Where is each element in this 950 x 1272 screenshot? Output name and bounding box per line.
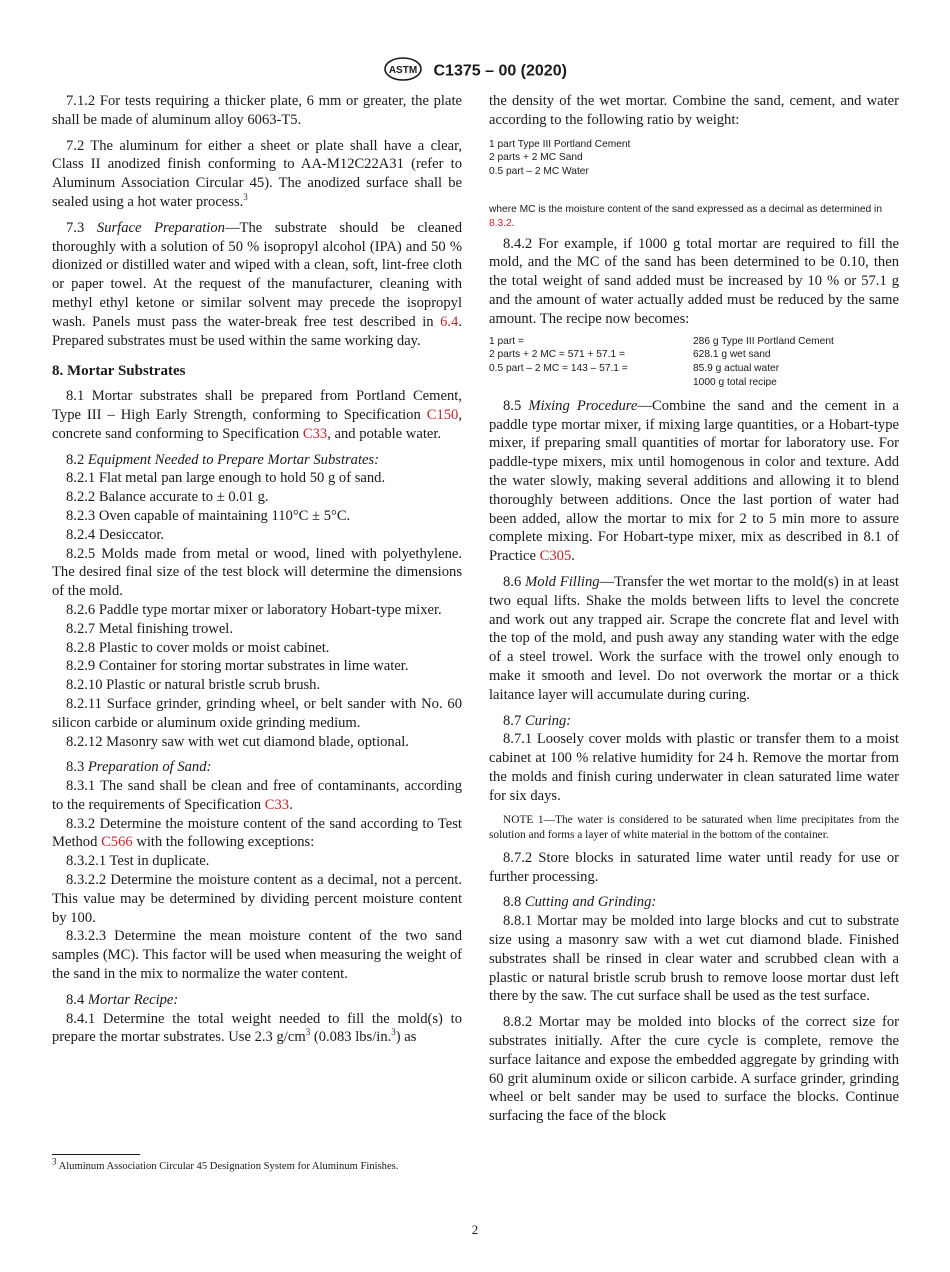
recipe-cell-left: 1 part =	[489, 335, 524, 347]
para-8-4-1-cont: the density of the wet mortar. Combine the sand, cement, and water according to the following ratio by weight:	[489, 93, 899, 128]
recipe-cell-left: 2 parts + 2 MC = 571 + 57.1 =	[489, 349, 625, 361]
astm-logo-text: ASTM	[388, 65, 418, 76]
para-8-3-2-1: 8.3.2.1 Test in duplicate.	[66, 853, 210, 870]
standard-designation: C1375 – 00 (2020)	[433, 62, 567, 80]
para-8-2-8: 8.2.8 Plastic to cover molds or moist cabinet.	[66, 639, 330, 656]
link-c566[interactable]: C566	[101, 834, 133, 851]
para-8-3-2-3: 8.3.2.3 Determine the mean moisture content of the two sand samples (MC). This factor will be used when measuring the weight of the sand in the mix to normalize the water content.	[52, 928, 462, 983]
recipe-table	[489, 335, 899, 390]
para-8-2-9: 8.2.9 Container for storing mortar substrates in lime water.	[66, 658, 409, 675]
para-8-2-2: 8.2.2 Balance accurate to ± 0.01 g.	[66, 489, 269, 506]
para-7-3: 7.3 Surface Preparation—The substrate should be cleaned thoroughly with a solution of 50 % isopropyl alcohol (IPA) and 50 % dionized or distilled water and wiped with a clean, soft, lint-free cloth or paper towel. At the request of the manufacturer, cleaning with methyl ethyl ketone or similar solvent may precede the isopropyl wash. Panels must pass the water-break free test described in 6.4. Prepared substrates must be used within the same working day.	[52, 219, 463, 349]
para-8-7: 8.7 Curing:	[503, 712, 572, 729]
para-8-2-3: 8.2.3 Oven capable of maintaining 110°C ± 5°C.	[66, 507, 351, 524]
recipe-cell-right: 628.1 g wet sand	[693, 349, 771, 361]
link-c150[interactable]: C150	[426, 406, 459, 423]
recipe-cell-right: 1000 g total recipe	[693, 376, 777, 388]
left-column	[52, 92, 462, 1047]
recipe-cell-left: 0.5 part – 2 MC = 143 – 57.1 =	[489, 363, 628, 375]
para-8-2-6: 8.2.6 Paddle type mortar mixer or laboratory Hobart-type mixer.	[66, 601, 442, 618]
mix-ratio-list	[489, 138, 899, 179]
para-8-2-10: 8.2.10 Plastic or natural bristle scrub brush.	[66, 677, 321, 694]
para-8-2-12: 8.2.12 Masonry saw with wet cut diamond blade, optional.	[66, 733, 409, 750]
link-c33[interactable]: C33	[302, 425, 328, 442]
para-8-2-4: 8.2.4 Desiccator.	[66, 526, 165, 543]
recipe-cell-right: 85.9 g actual water	[693, 363, 780, 375]
mc-definition: where MC is the moisture content of the sand expressed as a decimal as determined in 8.3.2.	[489, 203, 882, 229]
para-8-1: 8.1 Mortar substrates shall be prepared from Portland Cement, Type III – High Early Strength, conforming to Specification C150, concrete sand conforming to Specification C33, and potable water.	[52, 388, 462, 442]
para-8-2-1: 8.2.1 Flat metal pan large enough to hold 50 g of sand.	[66, 470, 386, 487]
recipe-cell-right: 286 g Type III Portland Cement	[693, 335, 834, 347]
link-8-3-2[interactable]: 8.3.2	[489, 217, 512, 229]
para-8-4-1: 8.4.1 Determine the total weight needed to fill the mold(s) to prepare the mortar substrates. Use 2.3 $g/cm^3$ (0.083 lbs/in.$^3$) as	[52, 1010, 462, 1046]
link-c33[interactable]: C33	[264, 796, 290, 813]
link-c305[interactable]: C305	[539, 548, 572, 565]
ratio-line: 0.5 part – 2 MC Water	[489, 166, 589, 178]
para-8-8-1: 8.8.1 Mortar may be molded into large blocks and cut to substrate size using a masonry saw with a wet cut diamond blade. Finished substrates shall be rinsed in clear water and scrubbed clean with a plastic or natural bristle scrub brush to remove loose mortar dust left there by the saw. The cut surface shall be used as the test surface.	[489, 913, 899, 1005]
para-8-2-5: 8.2.5 Molds made from metal or wood, lined with polyethylene. The desired final size of the test block will determine the dimensions of the mold.	[52, 545, 462, 600]
section-8-heading: 8. Mortar Substrates	[52, 363, 186, 380]
para-8-7-2: 8.7.2 Store blocks in saturated lime water until ready for use or further processing.	[489, 849, 899, 885]
footnote-3: $^3$ Aluminum Association Circular 45 Designation System for Aluminum Finishes.	[52, 1156, 399, 1172]
note-1: NOTE 1—The water is considered to be saturated when lime precipitates from the solution and forms a layer of white material in the bottom of the container.	[489, 814, 899, 841]
para-8-5: 8.5 Mixing Procedure—Combine the sand and the cement in a paddle type mortar mixer, if mixing large quantities, or a Hobart-type mixer, if preparing small quantities of mortar for laboratory use. For paddle-type mixers, mix until homogenous in color and texture. Add the water slowly, making several additions and allowing it to blend thoroughly between additions. Once the last portion of water had been added, allow the mortar to mix for 2 to 5 min more to assure complete mixing. For Hobart-type mixer, mix as described in 8.1 of Practice C305.	[489, 397, 900, 565]
para-8-3-2-2: 8.3.2.2 Determine the moisture content as a decimal, not a percent. This value may be determined by dividing percent moisture content by 100.	[52, 872, 462, 926]
page-number: 2	[471, 1222, 479, 1237]
para-8-8-2: 8.8.2 Mortar may be molded into blocks of the correct size for substrates initially. After the cure cycle is complete, remove the surface laitance and expose the embedded aggregate by grinding with 60 grit aluminum oxide or silicon carbide. A surface grinder, grinding wheel or belt sander may be used to surface the blocks. Continue surfacing the face of the block	[489, 1014, 899, 1125]
footnote-divider	[52, 1154, 140, 1155]
ratio-line: 1 part Type III Portland Cement	[489, 138, 631, 150]
para-8-7-1: 8.7.1 Loosely cover molds with plastic or transfer them to a moist cabinet at 100 % relative humidity for 24 h. Remove the mortar from the molds and finish curing underwater in clean saturated lime water for six days.	[489, 731, 899, 804]
para-8-3-2: 8.3.2 Determine the moisture content of the sand according to Test Method C566 with the following exceptions:	[52, 815, 462, 851]
ratio-line: 2 parts + 2 MC Sand	[489, 152, 583, 164]
para-8-4-2: 8.4.2 For example, if 1000 g total mortar are required to fill the mold, and the MC of the sand has been determined to be 0.10, then the total weight of sand added must be increased by 10 % or 57.1 g and the amount of water actually added must be reduced by the same amount. The recipe now becomes:	[489, 235, 899, 327]
para-8-3-1: 8.3.1 The sand shall be clean and free of contaminants, according to the requirements of Specification C33.	[52, 778, 462, 813]
para-8-8: 8.8 Cutting and Grinding:	[503, 894, 657, 911]
page-header	[0, 56, 950, 87]
para-8-3: 8.3 Preparation of Sand:	[66, 759, 212, 776]
recipe-cell-left	[489, 376, 693, 390]
para-8-2-7: 8.2.7 Metal finishing trowel.	[66, 620, 233, 637]
para-7-1-2: 7.1.2 For tests requiring a thicker plate, 6 mm or greater, the plate shall be made of aluminum alloy 6063-T5.	[52, 93, 462, 128]
para-7-2: 7.2 The aluminum for either a sheet or plate shall have a clear, Class II anodized finish conforming to AA-M12C22A31 (refer to Aluminum Association Circular 45). The anodized surface shall be sealed using a hot water process.$^3$	[52, 137, 462, 210]
link-6-4[interactable]: 6.4	[440, 313, 459, 330]
para-8-6: 8.6 Mold Filling—Transfer the wet mortar to the mold(s) in at least two equal lifts. Shake the molds between lifts to level the concrete and work out any trapped air. Scrape the concrete flat and level with the top of the mold, and push away any standing water with the edge of a steel trowel. Work the surface with the trowel only enough to make it smooth and level. Do not overwork the mortar or a thick laitance layer will accumulate during curing.	[489, 573, 899, 703]
para-8-4: 8.4 Mortar Recipe:	[66, 991, 179, 1008]
para-8-2-11: 8.2.11 Surface grinder, grinding wheel, or belt sander with No. 60 silicon carbide or aluminum oxide grinding medium.	[52, 695, 462, 731]
right-column	[489, 92, 899, 1126]
astm-logo	[383, 56, 423, 87]
footnote-ref[interactable]: 3	[243, 192, 248, 203]
para-8-2: 8.2 Equipment Needed to Prepare Mortar Substrates:	[66, 451, 380, 468]
